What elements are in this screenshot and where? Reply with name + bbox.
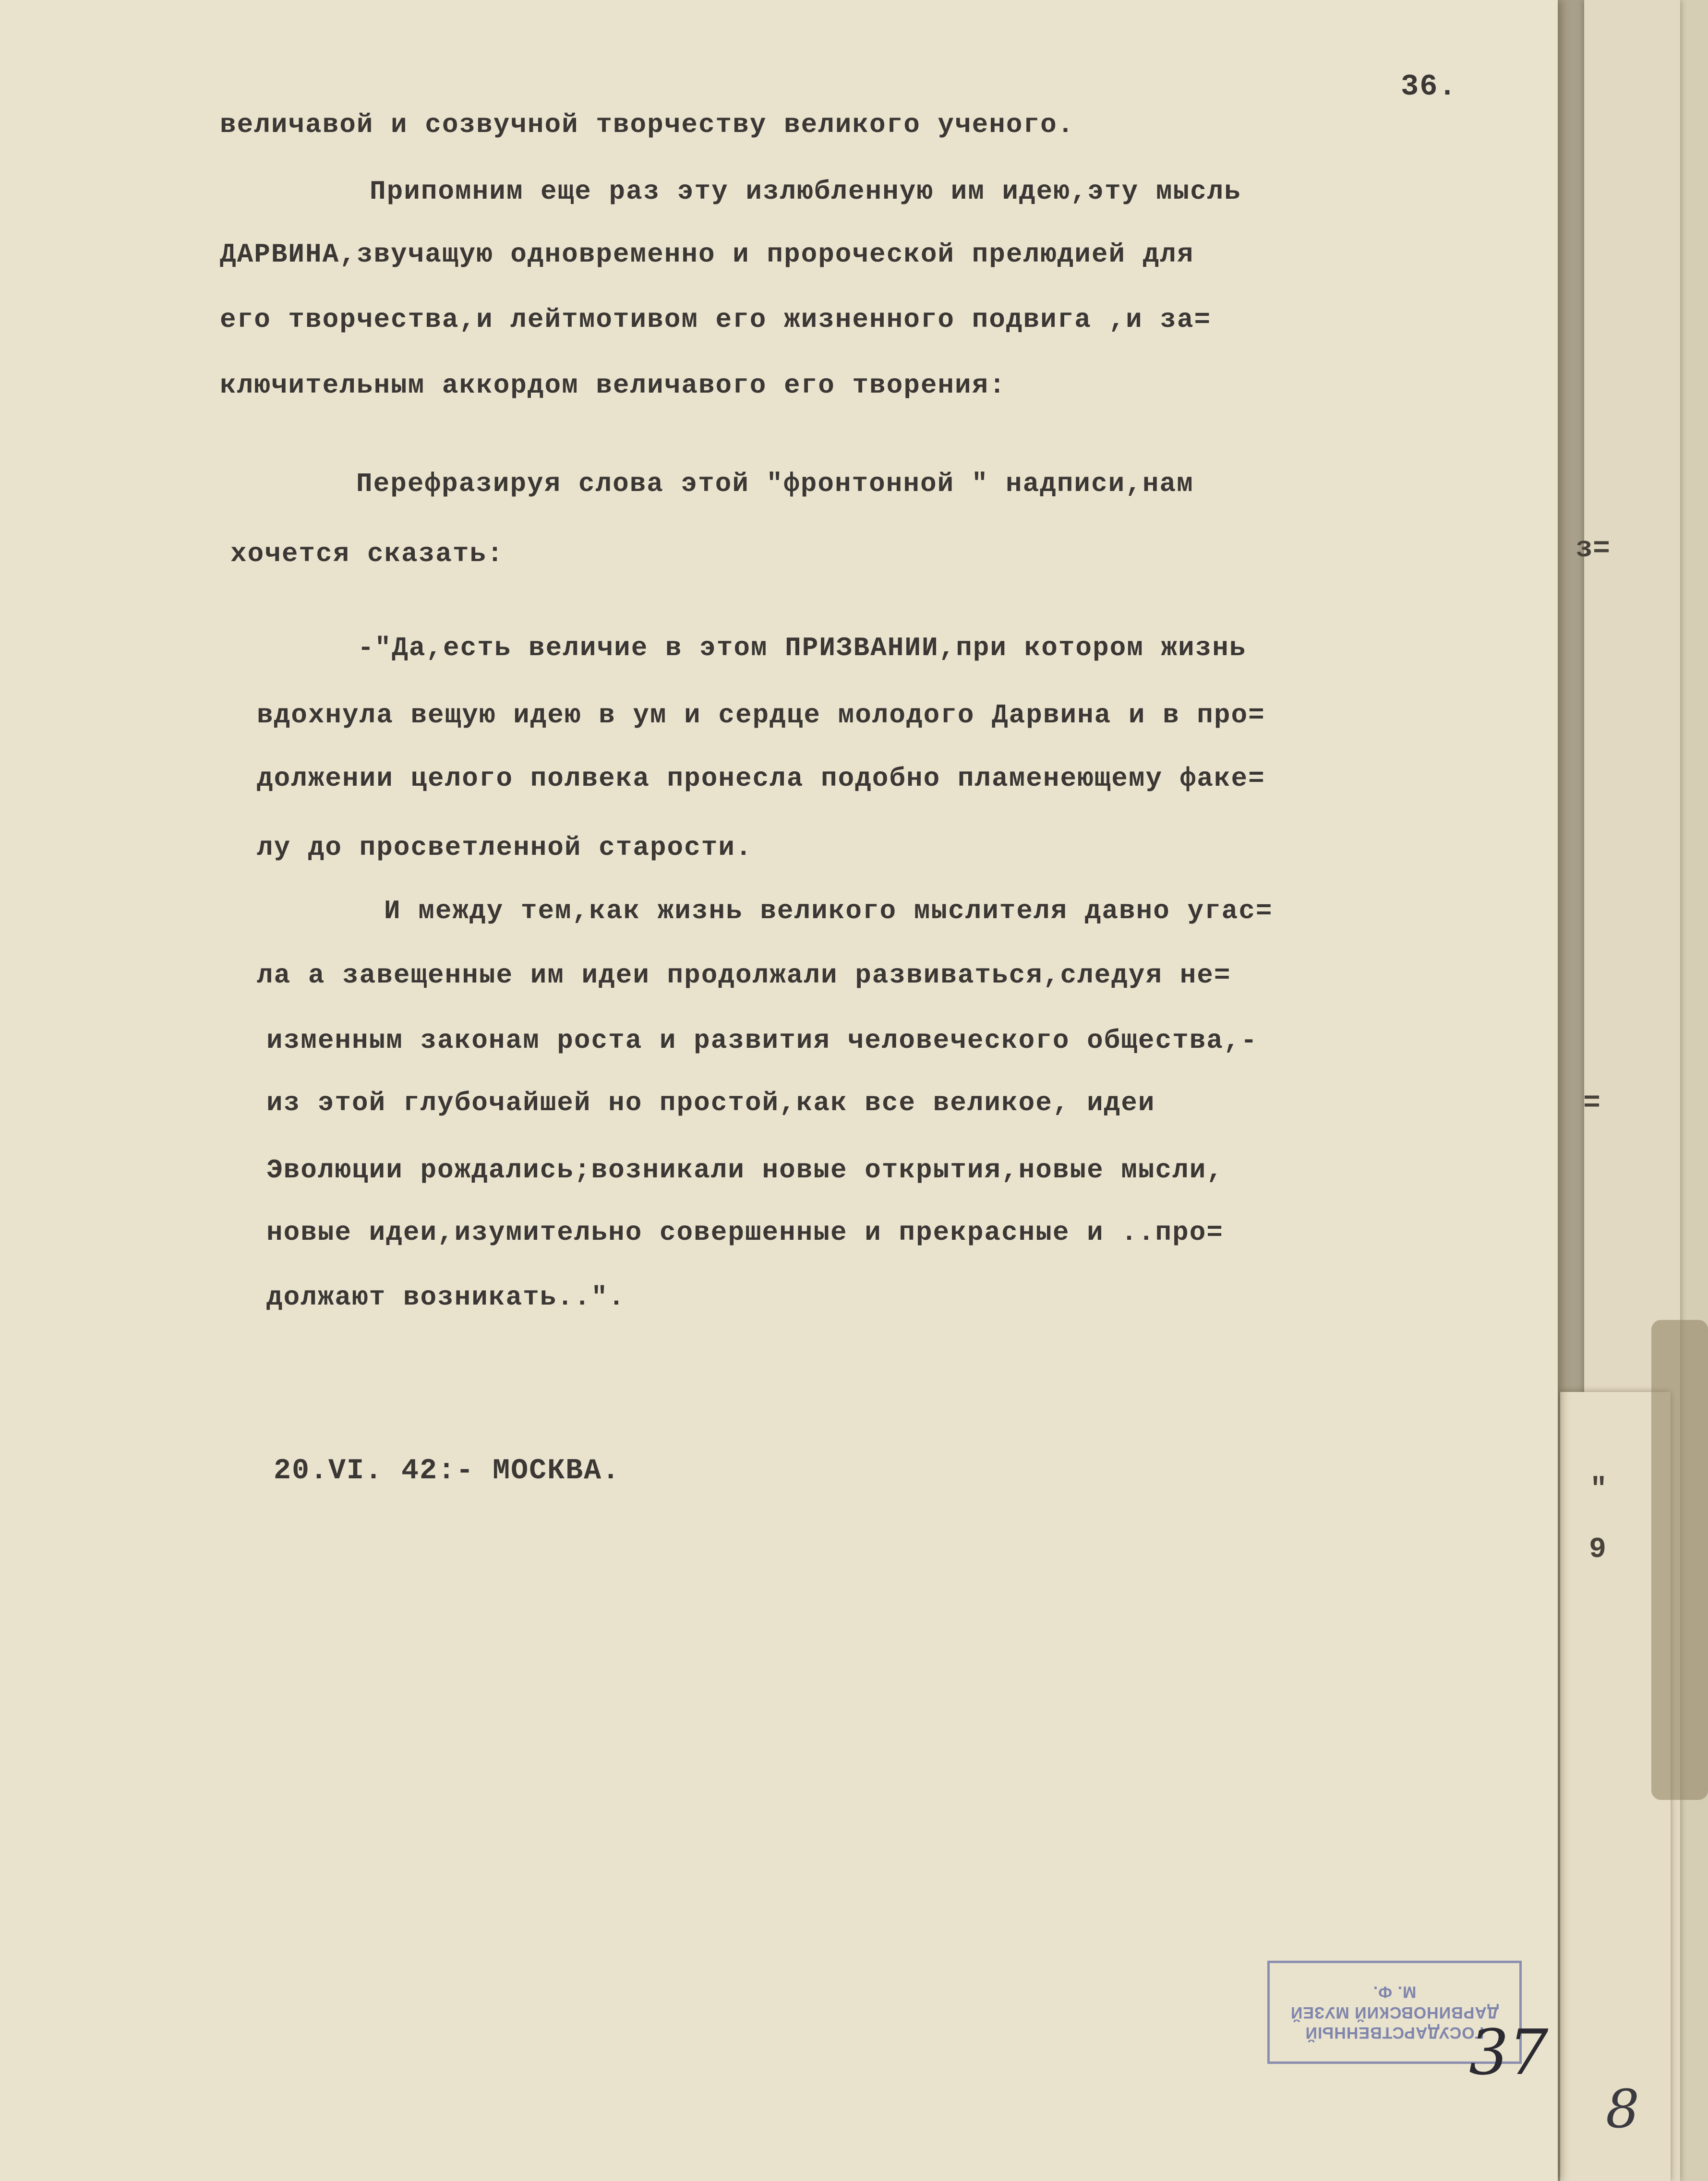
text-line: ДАРВИНА,звучащую одновременно и пророческой прелюдией для xyxy=(220,239,1194,270)
text-line: изменным законам роста и развития человеческого общества,- xyxy=(266,1025,1258,1056)
text-line: ла а завещенные им идеи продолжали развиваться,следуя не= xyxy=(257,960,1231,991)
stamp-line: ДАРВИНОВСКИЙ МУЗЕЙ xyxy=(1290,2003,1499,2022)
stamp-line: ГОСУДАРСТВЕННЫЙ xyxy=(1305,2024,1484,2042)
text-line: Эволюции рождались;возникали новые открытия,новые мысли, xyxy=(266,1155,1224,1186)
folio-number: 37 xyxy=(1469,2016,1549,2089)
text-line: должают возникать..". xyxy=(266,1282,625,1313)
text-line: ключительным аккордом величавого его творения: xyxy=(220,370,1006,401)
edge-mark: 9 xyxy=(1589,1534,1607,1566)
text-line: из этой глубочайшей но простой,как все великое, идеи xyxy=(266,1088,1155,1118)
back-folio-number: 8 xyxy=(1606,2078,1639,2140)
edge-mark: " xyxy=(1590,1474,1608,1506)
text-line: величавой и созвучной творчеству великого ученого. xyxy=(220,109,1075,140)
text-line: Перефразируя слова этой "фронтонной " надписи,нам xyxy=(356,468,1194,499)
stamp-line: М. Ф. xyxy=(1372,1983,1417,2001)
dateline: 20.VI. 42:- МОСКВА. xyxy=(274,1455,621,1487)
text-line: хочется сказать: xyxy=(230,539,504,569)
text-line: лу до просветленной старости. xyxy=(257,832,753,863)
text-line: вдохнула вещую идею в ум и сердце молодого Дарвина и в про= xyxy=(257,700,1265,731)
text-line: И между тем,как жизнь великого мыслителя давно угас= xyxy=(384,896,1273,926)
text-line: -"Да,есть величие в этом ПРИЗВАНИИ,при котором жизнь xyxy=(358,633,1247,663)
text-line: его творчества,и лейтмотивом его жизненного подвига ,и за= xyxy=(220,304,1212,335)
text-line: новые идеи,изумительно совершенные и прекрасные и ..про= xyxy=(266,1217,1224,1248)
text-line: Припомним еще раз эту излюбленную им идею,эту мысль xyxy=(370,176,1241,207)
edge-mark: з= xyxy=(1576,533,1611,565)
text-line: должении целого полвека пронесла подобно пламенеющему факе= xyxy=(257,763,1265,794)
page-number: 36. xyxy=(1401,70,1457,104)
edge-mark: = xyxy=(1583,1087,1601,1120)
paper-stain xyxy=(1651,1320,1708,1800)
